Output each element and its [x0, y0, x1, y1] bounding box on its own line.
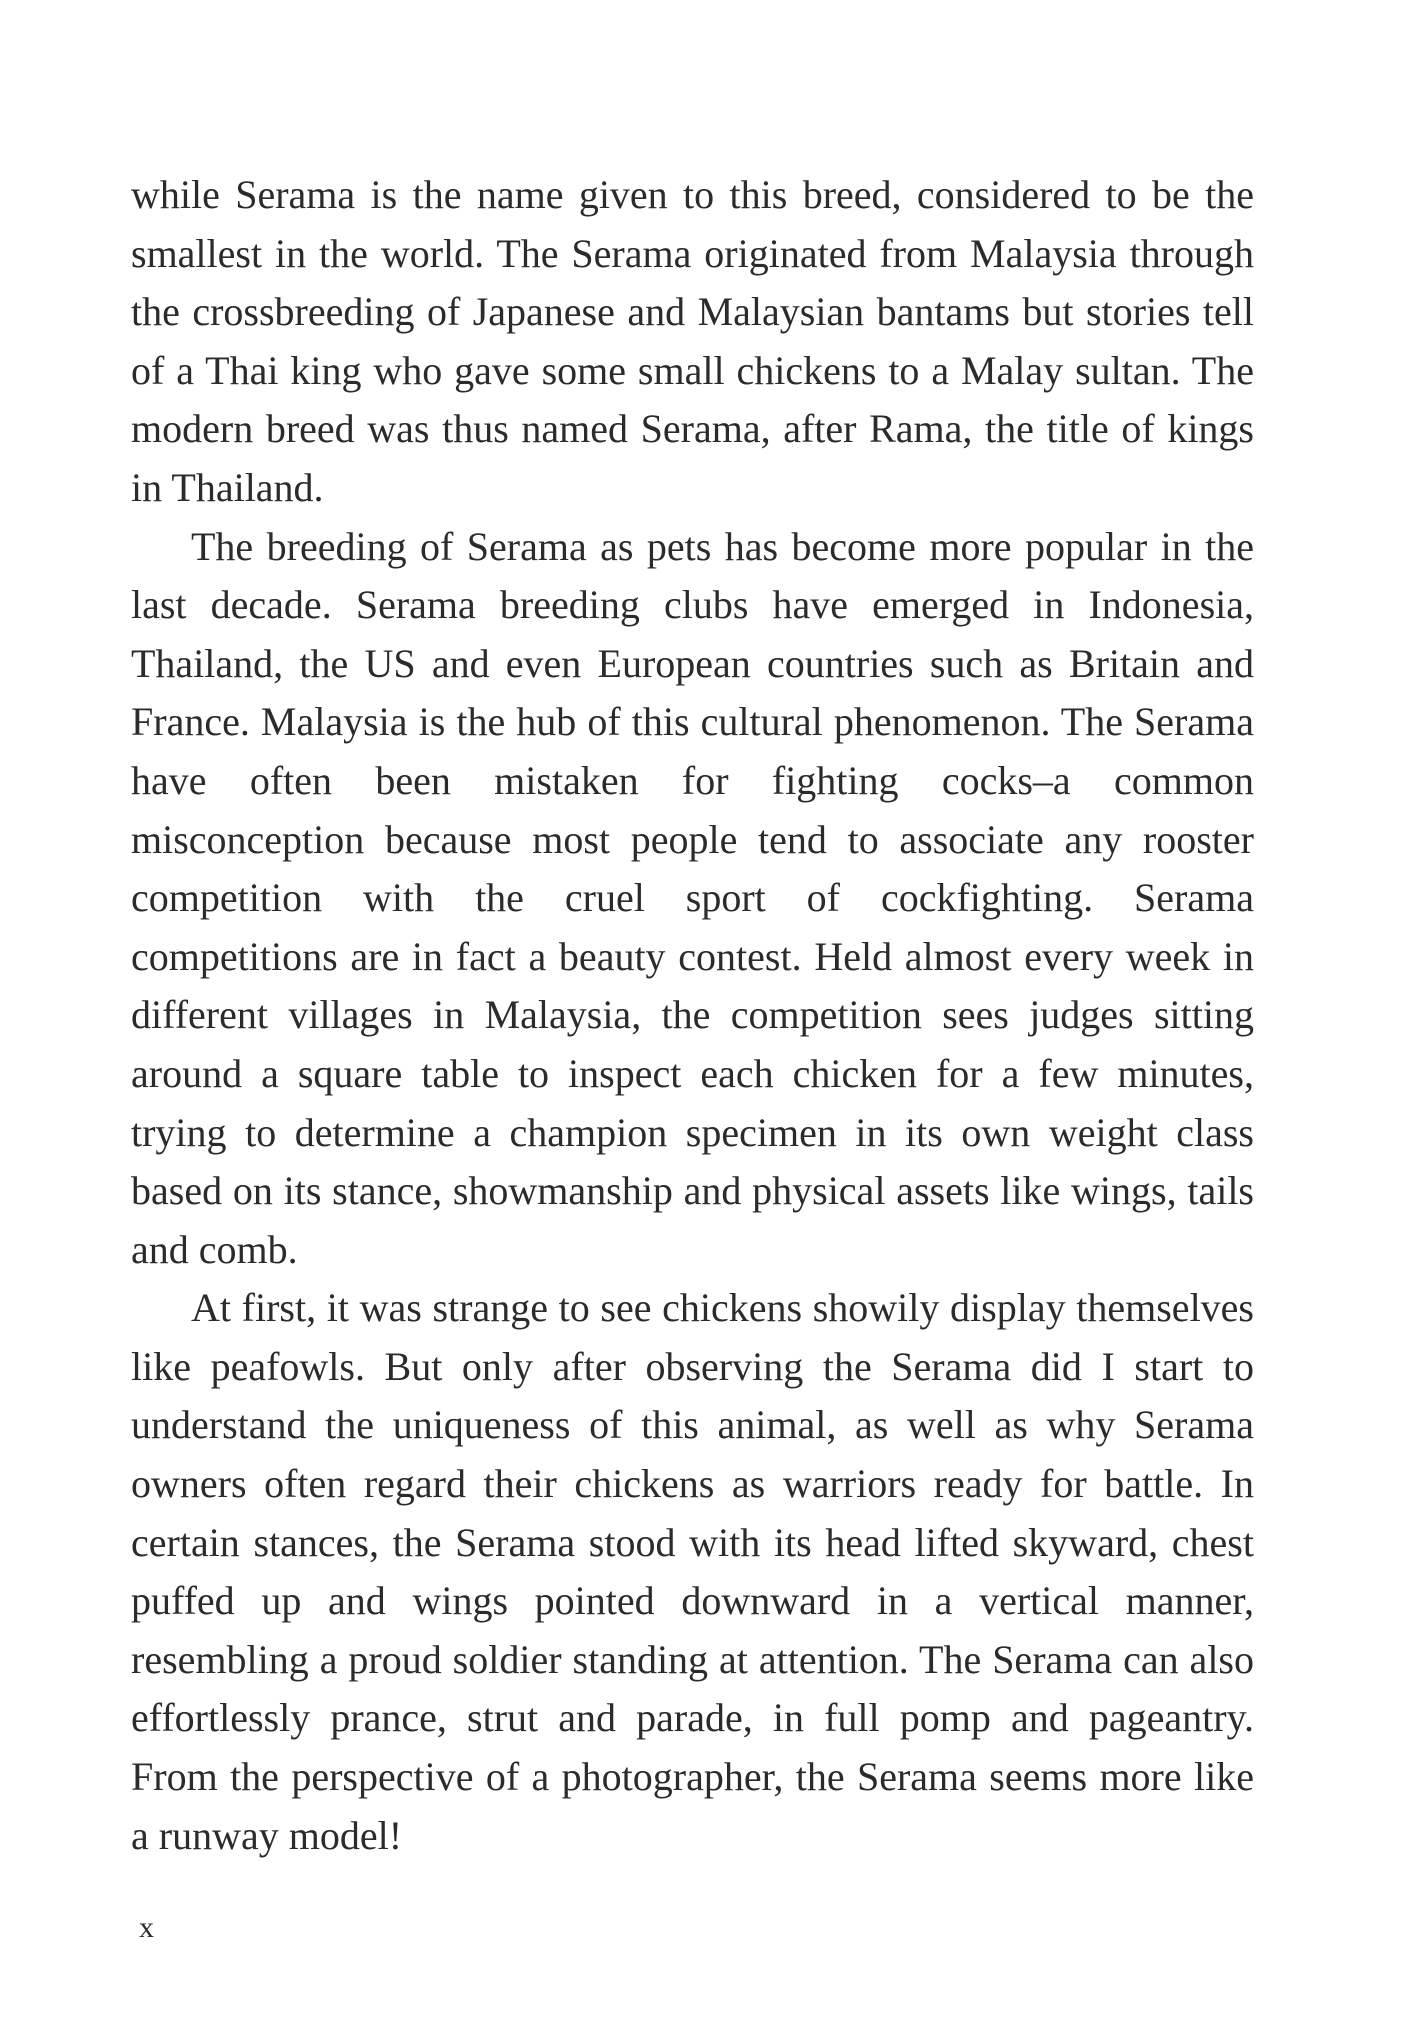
- page-number: x: [139, 1911, 154, 1944]
- paragraph-serama-origin: while Serama is the name given to this breed, considered to be the smallest in the world. The Serama originated from Malaysia through the crossbreeding of Japanese and Malaysian bantams but stories tell of a Thai king who gave some small chickens to a Malay sultan. The modern breed was thus named Serama, after Rama, the title of kings in Thailand.: [131, 172, 1254, 510]
- paragraph-serama-display: At first, it was strange to see chickens showily display themselves like peafowls. But only after observing the Serama did I start to understand the uniqueness of this animal, as well as why Serama owners often regard their chickens as warriors ready for battle. In certain stances, the Serama stood with its head lifted skyward, chest puffed up and wings pointed downward in a vertical manner, resembling a proud soldier standing at attention. The Serama can also effortlessly prance, strut and parade, in full pomp and pageantry. From the perspective of a photographer, the Serama seems more like a runway model!: [131, 1285, 1254, 1858]
- body-text: [131, 166, 1254, 1865]
- paragraph-serama-breeding: The breeding of Serama as pets has become more popular in the last decade. Serama breeding clubs have emerged in Indonesia, Thailand, the US and even European countries such as Britain and France. Malaysia is the hub of this cultural phenomenon. The Serama have often been mistaken for fighting cocks–a common misconception because most people tend to associate any rooster competition with the cruel sport of cockfighting. Serama competitions are in fact a beauty contest. Held almost every week in different villages in Malaysia, the competition sees judges sitting around a square table to inspect each chicken for a few minutes, trying to determine a champion specimen in its own weight class based on its stance, showmanship and physical assets like wings, tails and comb.: [131, 523, 1254, 1272]
